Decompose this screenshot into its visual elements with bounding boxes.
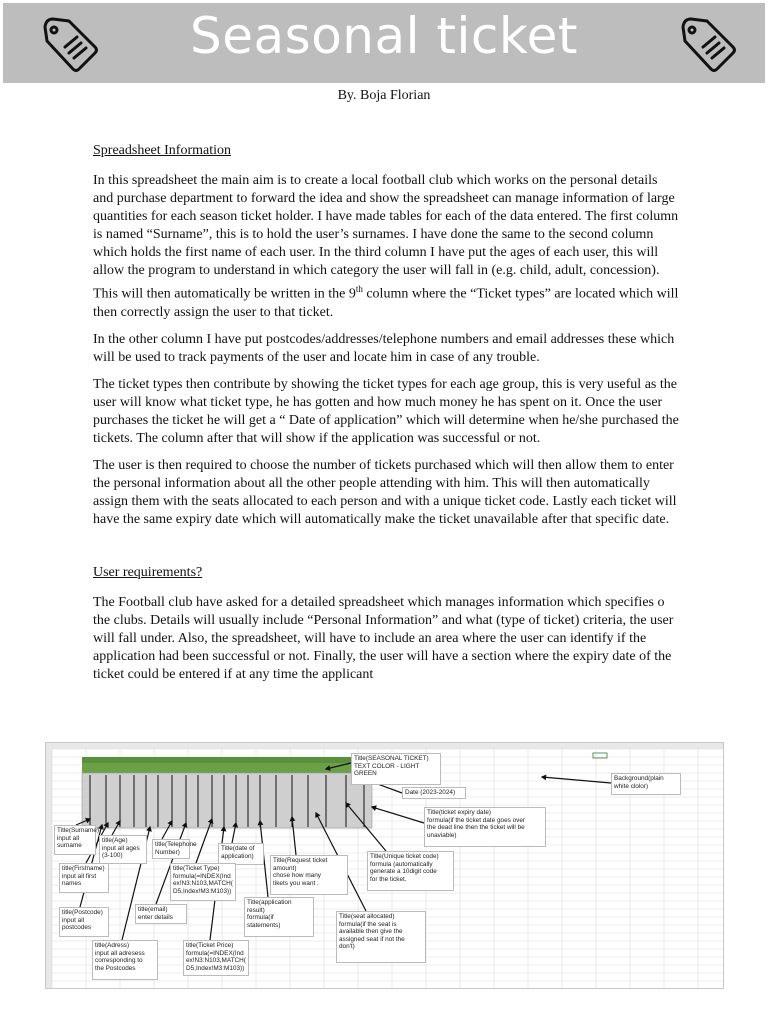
paragraph-text: column where the “Ticket types” are located which will then correctly assign the user to that ticket. bbox=[93, 286, 679, 320]
arrow-head bbox=[542, 775, 546, 779]
arrow-head bbox=[326, 766, 330, 770]
arrow-head bbox=[233, 823, 237, 827]
annotation-unique-code: Title(Unique ticket code) formula (automatically generate a 10digit code for the ticket. bbox=[367, 851, 454, 891]
annotation-ticket-type: title(Ticket Type) formula(=INDEX(Ind ex!N3:N103,MATCH( D5,Index!M3:M103)) bbox=[170, 863, 236, 901]
spreadsheet-screenshot bbox=[45, 742, 724, 989]
paragraph: The ticket types then contribute by showing the ticket types for each age group, this is very useful as the user will know what ticket type, he has gotten and how much money he has spent on it. Once the user purchases the ticket he will get a “ Date of application” which will determine when he/she purchased the tickets. The column after that will show if the application was successful or not. bbox=[93, 376, 679, 446]
annotation-date-of-application: Title(date of application) bbox=[218, 843, 264, 865]
annotation-arrow bbox=[372, 807, 424, 823]
arrow-head bbox=[105, 823, 108, 827]
annotation-postcode: title(Postcode) input all postcodes bbox=[59, 907, 109, 937]
section-heading-spreadsheet-info: Spreadsheet Information bbox=[93, 143, 232, 158]
arrow-head bbox=[316, 813, 319, 817]
annotation-application-result: Title(application result) formula(if statements) bbox=[244, 897, 314, 937]
arrow-head bbox=[183, 823, 187, 827]
arrow-head bbox=[117, 821, 120, 825]
arrow-head bbox=[258, 821, 262, 825]
page-title: Seasonal ticket bbox=[190, 7, 578, 65]
arrow-head bbox=[147, 827, 151, 831]
paragraph: The user is then required to choose the number of tickets purchased which will then allow them to enter the personal information about all the other people attending with him. This will then automatically assign them with the seats allocated to each person and with a unique ticket code. Lastly each ticket will have the same expiry date which will automatically make the ticket unavailable after that specific date. bbox=[93, 457, 677, 527]
annotation-email: title(email) enter details bbox=[135, 904, 187, 924]
annotation-ticket-price: title(Ticket Price) formula(=INDEX(Ind ex!N3:N103,MATCH( D5,Index!M3:M103)) bbox=[183, 940, 249, 976]
document-body bbox=[93, 142, 681, 693]
arrow-head bbox=[209, 819, 213, 823]
arrow-head bbox=[169, 821, 172, 825]
annotation-arrow bbox=[196, 819, 212, 863]
annotation-background: Background(plain white clolor) bbox=[611, 773, 681, 795]
section-heading-user-requirements: User requirements? bbox=[93, 564, 203, 580]
price-tag-icon bbox=[677, 17, 739, 79]
annotation-surname: Title(Surname) input all surname bbox=[54, 825, 96, 855]
arrow-head bbox=[86, 819, 90, 823]
annotation-arrow bbox=[542, 777, 611, 783]
paragraph: In the other column I have put postcodes/addresses/telephone numbers and email addresses these which will be used to track payments of the user and locate him in case of any trouble. bbox=[93, 331, 675, 365]
annotation-arrow bbox=[346, 803, 386, 851]
annotation-arrow bbox=[292, 817, 296, 855]
arrow-head bbox=[99, 825, 103, 829]
annotation-address: title(Adress) input all adresess corresponding to the Postcodes bbox=[92, 940, 158, 980]
title-banner bbox=[3, 3, 765, 83]
arrow-head bbox=[222, 827, 226, 831]
annotation-firstname: title(Firstname) input all first names bbox=[59, 863, 109, 893]
paragraph bbox=[93, 172, 681, 322]
superscript: th bbox=[355, 284, 363, 294]
annotation-request-amount: Title(Request ticket amount) chose how many tikets you want . bbox=[270, 855, 348, 895]
annotation-title: Title(SEASONAL TICKET) TEXT COLOR - LIGHT GREEN bbox=[351, 753, 441, 785]
paragraph-text: In this spreadsheet the main aim is to create a local football club which works on the personal details and purchase department to forward the idea and show the spreadsheet can manage information of large quantities for each season ticket holder. I have made tables for each of the data entered. The first column is named “Surname”, this is to hold the user’s surnames. I have done the same to the second column which holds the first name of each user. In the third column I have put the ages of each user, this will allow the program to understand in which category the user will fall in (e.g. child, adult, concession). This will then automatically be written in the 9 bbox=[93, 173, 679, 302]
author-byline: By. Boja Florian bbox=[337, 88, 431, 103]
annotation-date: Date (2023-2024) bbox=[402, 787, 466, 799]
annotation-age: title(Age) input all ages (3-100) bbox=[99, 835, 147, 864]
annotation-expiry-date: Title(ticket expiry date) formula(if the ticket date goes over the dead line then the ticket will be unaviable) bbox=[424, 807, 546, 847]
arrow-head bbox=[372, 806, 376, 810]
arrow-head bbox=[290, 817, 294, 821]
annotation-seat-allocated: Title(seat allocated) formula(if the seat is available then give the assigned seat if not the don't) bbox=[336, 911, 426, 963]
annotation-telephone: title(Telephone Number) bbox=[152, 839, 190, 859]
paragraph: The Football club have asked for a detailed spreadsheet which manages information which specifies o the clubs. Details will usually include “Personal Information” and what (type of ticket) criteria, the user will fall under. Also, the spreadsheet, will have to include an area where the user can identify if the application had been successful or not. Finally, the user will have a section where the expiry date of the ticket could be entered if at any time the applicant bbox=[93, 594, 674, 682]
